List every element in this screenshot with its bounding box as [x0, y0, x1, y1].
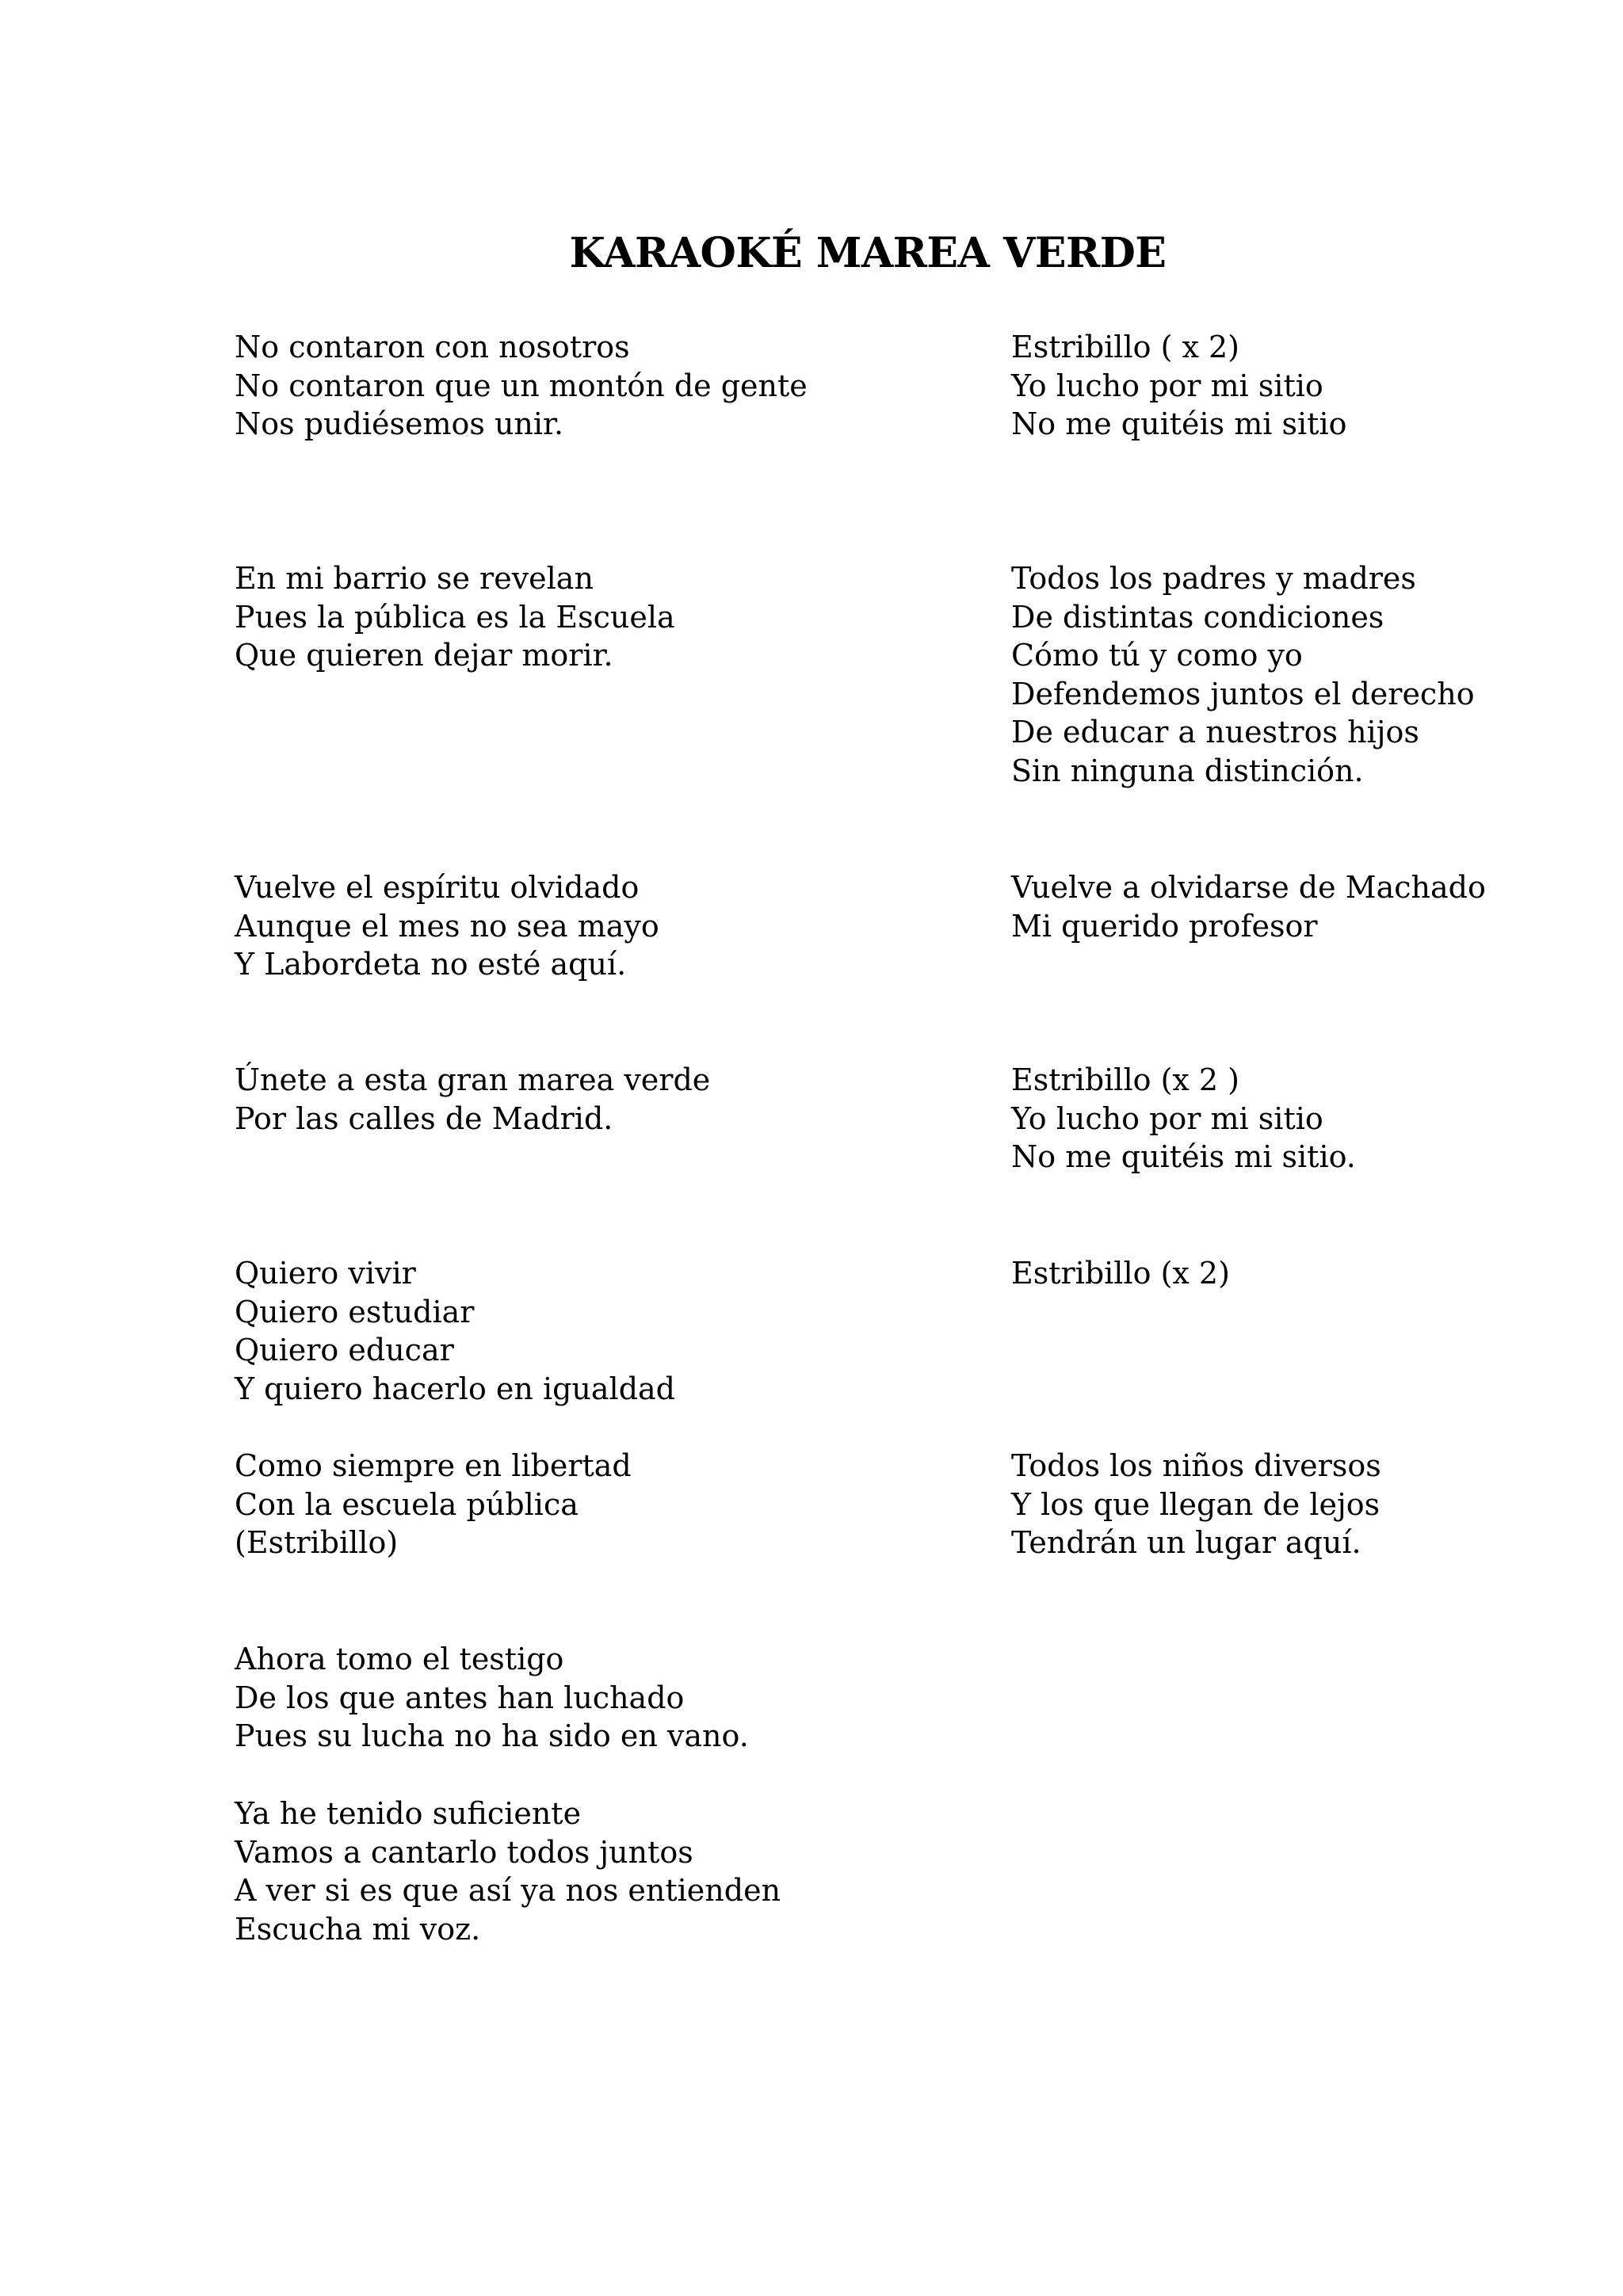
lyric-line: Vamos a cantarlo todos juntos	[235, 1834, 693, 1870]
lyric-line: No contaron con nosotros	[235, 330, 630, 364]
lyric-line: Nos pudiésemos unir.	[235, 406, 564, 442]
left-stanza-6	[235, 1447, 632, 1562]
page-title: KARAOKÉ MAREA VERDE	[569, 229, 1167, 277]
lyric-line: Vuelve a olvidarse de Machado	[1011, 870, 1486, 905]
lyric-line: Todos los padres y madres	[1011, 561, 1416, 596]
lyric-line: Quiero estudiar	[235, 1294, 475, 1329]
lyric-line: Yo lucho por mi sitio	[1011, 1100, 1323, 1136]
lyric-line: Estribillo (x 2 )	[1011, 1062, 1239, 1097]
lyric-line: De los que antes han luchado	[235, 1680, 685, 1715]
lyric-line: Y los que llegan de lejos	[1011, 1486, 1381, 1522]
right-stanza-4	[1011, 1061, 1356, 1177]
left-stanza-7	[235, 1640, 749, 1756]
lyric-line: De educar a nuestros hijos	[1011, 715, 1419, 750]
lyric-line: Y Labordeta no esté aquí.	[235, 947, 627, 982]
lyric-line: Únete a esta gran marea verde	[235, 1062, 711, 1097]
lyric-line: Todos los niños diversos	[1011, 1448, 1381, 1483]
lyric-line: Y quiero hacerlo en igualdad	[235, 1371, 676, 1406]
right-stanza-3	[1011, 868, 1486, 945]
lyric-line: Vuelve el espíritu olvidado	[235, 870, 640, 905]
lyric-line: No contaron que un montón de gente	[235, 368, 808, 403]
lyric-line: Sin ninguna distinción.	[1011, 753, 1364, 788]
left-stanza-1	[235, 328, 808, 444]
lyric-line: Aunque el mes no sea mayo	[235, 908, 659, 944]
left-stanza-5	[235, 1254, 675, 1408]
lyric-line: Quiero vivir	[235, 1256, 416, 1291]
right-stanza-2	[1011, 559, 1475, 791]
lyric-line: Estribillo ( x 2)	[1011, 330, 1239, 364]
lyric-line: Yo lucho por mi sitio	[1011, 368, 1323, 403]
lyric-line: Por las calles de Madrid.	[235, 1100, 613, 1136]
right-stanza-1	[1011, 328, 1346, 444]
lyric-line: En mi barrio se revelan	[235, 561, 594, 596]
lyric-line: Con la escuela pública	[235, 1486, 579, 1522]
lyric-line: Cómo tú y como yo	[1011, 638, 1303, 673]
lyric-line: Quiero educar	[235, 1333, 454, 1368]
lyric-line: No me quitéis mi sitio	[1011, 406, 1347, 442]
lyric-line: (Estribillo)	[235, 1525, 399, 1561]
lyric-line: Escucha mi voz.	[235, 1911, 481, 1947]
lyric-line: Tendrán un lugar aquí.	[1011, 1525, 1361, 1561]
lyric-line: Estribillo (x 2)	[1011, 1256, 1230, 1291]
lyric-line: Defendemos juntos el derecho	[1011, 676, 1475, 711]
lyric-line: No me quitéis mi sitio.	[1011, 1139, 1356, 1175]
right-stanza-6	[1011, 1447, 1381, 1562]
left-stanza-3	[235, 868, 659, 984]
lyric-line: Como siempre en libertad	[235, 1448, 632, 1483]
left-stanza-2	[235, 559, 675, 675]
lyric-line: Ya he tenido suficiente	[235, 1796, 582, 1831]
lyric-line: De distintas condiciones	[1011, 599, 1384, 635]
lyric-line: Que quieren dejar morir.	[235, 638, 613, 673]
lyric-line: Pues su lucha no ha sido en vano.	[235, 1718, 749, 1754]
left-stanza-8	[235, 1794, 781, 1948]
lyric-line: Ahora tomo el testigo	[235, 1642, 564, 1676]
lyric-line: A ver si es que así ya nos entienden	[235, 1873, 781, 1909]
right-stanza-5	[1011, 1254, 1230, 1293]
lyric-line: Pues la pública es la Escuela	[235, 599, 675, 635]
lyric-line: Mi querido profesor	[1011, 908, 1318, 944]
left-stanza-4	[235, 1061, 710, 1138]
